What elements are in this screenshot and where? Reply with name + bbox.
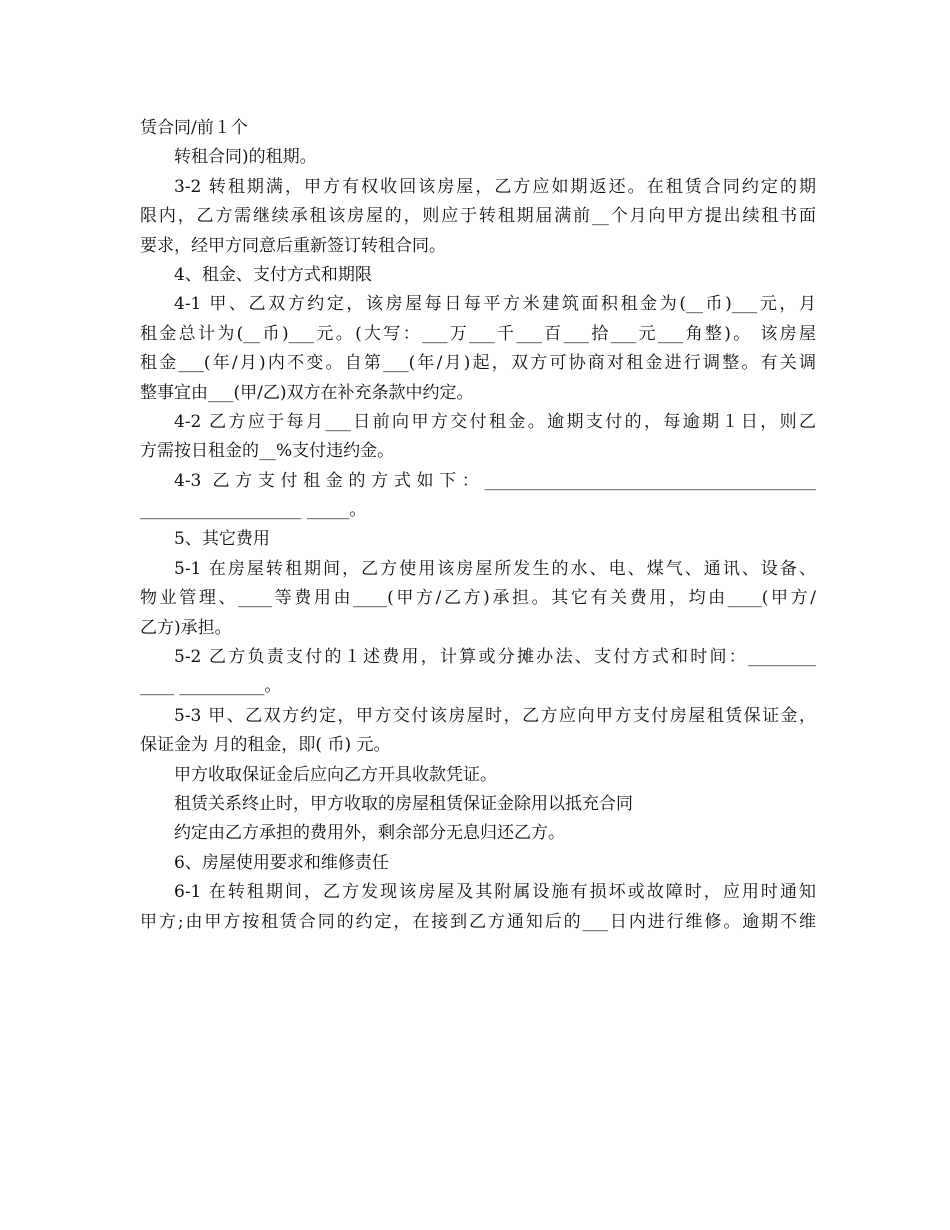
clause-5-2: 5-2 乙方负责支付的１述费用，计算或分摊办法、支付方式和时间：________ bbox=[174, 647, 816, 668]
text-line: 限内，乙方需继续承租该房屋的，则应于转租期届满前__个月向甲方提出续租书面 bbox=[140, 206, 816, 227]
clause-6-1: 6-1 在转租期间，乙方发现该房屋及其附属设施有损坏或故障时，应用时通知 bbox=[174, 882, 816, 903]
section-heading-4: 4、租金、支付方式和期限 bbox=[174, 264, 372, 285]
text-line: 保证金为 月的租金，即( 币) 元。 bbox=[140, 735, 391, 756]
document-body bbox=[140, 114, 816, 937]
text-line: ____ __________。 bbox=[140, 676, 282, 697]
text-line: 乙方)承担。 bbox=[140, 617, 232, 638]
text-line: 方需按日租金的__%支付违约金。 bbox=[140, 441, 395, 462]
text-line: 物业管理、____等费用由____(甲方/乙方)承担。其它有关费用，均由____(甲方/ bbox=[140, 588, 816, 609]
clause-4-2: 4-2 乙方应于每月___日前向甲方交付租金。逾期支付的，每逾期１日，则乙 bbox=[174, 411, 816, 432]
text-line: 租金总计为(__币)___元。(大写：___万___千___百___拾___元___角整)。 该房屋 bbox=[140, 323, 816, 344]
text-line: ___________________ _____。 bbox=[140, 500, 367, 521]
text-line: 租赁关系终止时，甲方收取的房屋租赁保证金除用以抵充合同 bbox=[174, 793, 633, 814]
text-line: 甲方收取保证金后应向乙方开具收款凭证。 bbox=[174, 764, 497, 785]
text-line: 转租合同)的租期。 bbox=[174, 147, 317, 168]
section-heading-5: 5、其它费用 bbox=[174, 529, 270, 550]
clause-5-1: 5-1 在房屋转租期间，乙方使用该房屋所发生的水、电、煤气、通讯、设备、 bbox=[174, 558, 816, 579]
clause-3-2: 3-2 转租期满，甲方有权收回该房屋，乙方应如期返还。在租赁合同约定的期 bbox=[174, 176, 816, 197]
text-line: 整事宜由___(甲/乙)双方在补充条款中约定。 bbox=[140, 382, 474, 403]
text-line: 赁合同/前１个 bbox=[140, 118, 248, 138]
text-line: 甲方;由甲方按租赁合同的约定，在接到乙方通知后的___日内进行维修。逾期不维 bbox=[140, 911, 816, 932]
clause-5-3: 5-3 甲、乙双方约定，甲方交付该房屋时，乙方应向甲方支付房屋租赁保证金， bbox=[174, 705, 816, 726]
text-line: 租金___(年/月)内不变。自第___(年/月)起，双方可协商对租金进行调整。有关调 bbox=[140, 353, 816, 374]
section-heading-6: 6、房屋使用要求和维修责任 bbox=[174, 852, 389, 873]
clause-4-1: 4-1 甲、乙双方约定，该房屋每日每平方米建筑面积租金为(__币)___元，月 bbox=[174, 294, 816, 315]
text-line: 要求，经甲方同意后重新签订转租合同。 bbox=[140, 235, 446, 256]
clause-4-3: 4-3 乙方支付租金的方式如下：_______________________________________ bbox=[174, 470, 816, 491]
text-line: 约定由乙方承担的费用外，剩余部分无息归还乙方。 bbox=[174, 823, 565, 844]
